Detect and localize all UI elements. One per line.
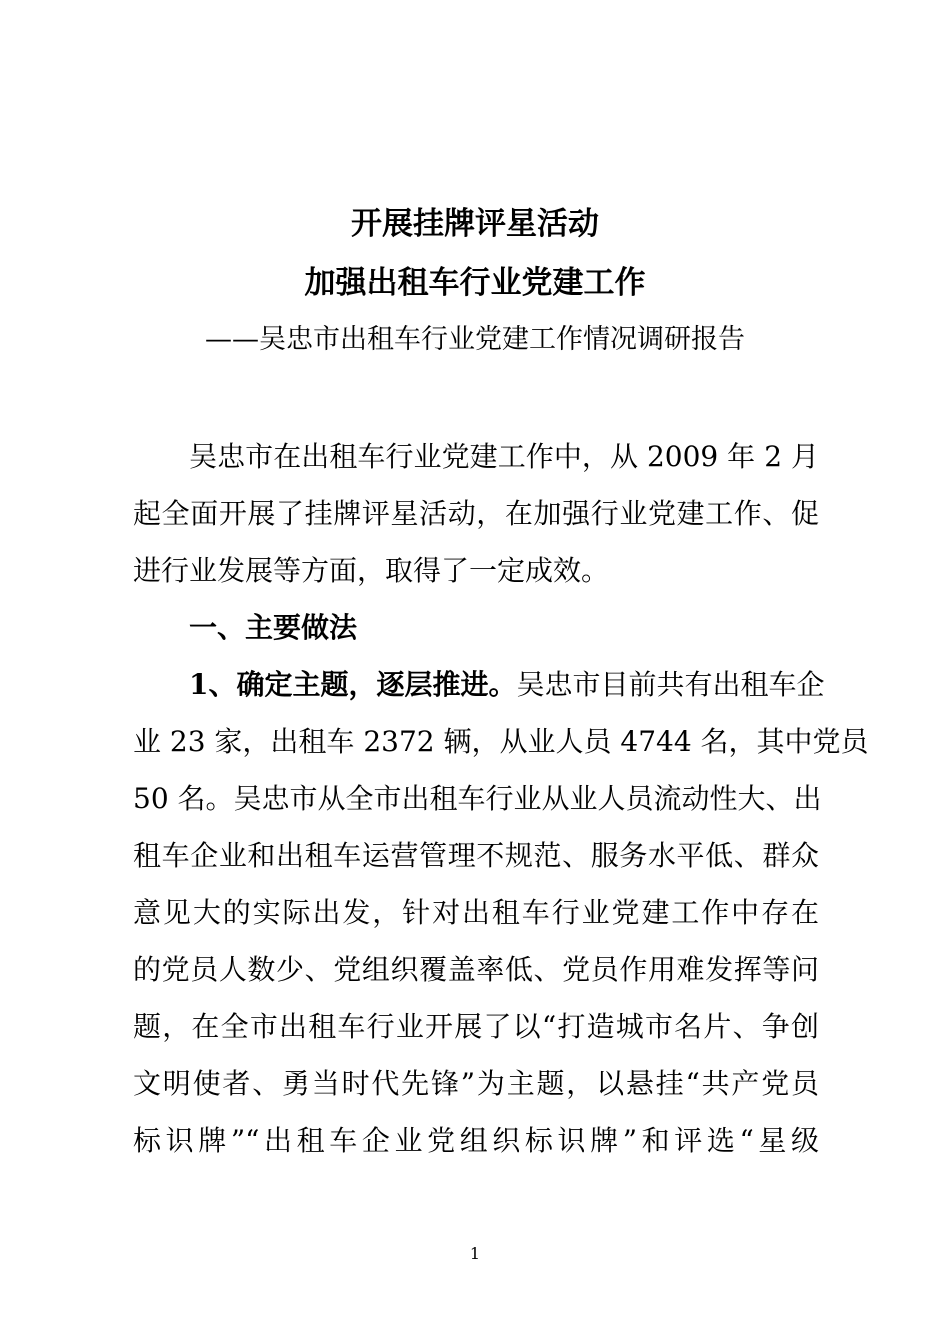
document-title-line-2: 加强出租车行业党建工作 xyxy=(304,265,646,301)
point-1-line-5: 意见大的实际出发，针对出租车行业党建工作中存在 xyxy=(133,896,819,929)
point-1-line-3: 50 名。吴忠市从全市出租车行业从业人员流动性大、出 xyxy=(133,782,822,815)
section-heading: 一、主要做法 xyxy=(189,611,358,644)
point-1-lead: 1、确定主题，逐层推进。 xyxy=(189,668,517,701)
point-1-line-9: 标识牌”“出租车企业党组织标识牌”和评选“星级 xyxy=(133,1124,819,1157)
page-number: 1 xyxy=(469,1244,481,1263)
intro-line-2: 起全面开展了挂牌评星活动，在加强行业党建工作、促 xyxy=(133,497,819,530)
point-1-line-8: 文明使者、勇当时代先锋”为主题，以悬挂“共产党员 xyxy=(133,1067,819,1100)
document-title-line-1: 开展挂牌评星活动 xyxy=(351,206,599,242)
point-1-line-1-rest: 吴忠市目前共有出租车企 xyxy=(516,668,825,701)
point-1-line-1 xyxy=(189,665,825,705)
point-1-line-6: 的党员人数少、党组织覆盖率低、党员作用难发挥等问 xyxy=(133,953,819,986)
intro-line-3: 进行业发展等方面，取得了一定成效。 xyxy=(133,554,610,587)
point-1-line-7: 题，在全市出租车行业开展了以“打造城市名片、争创 xyxy=(133,1010,819,1043)
intro-line-1: 吴忠市在出租车行业党建工作中，从 2009 年 2 月 xyxy=(189,440,819,473)
point-1-line-2: 业 23 家，出租车 2372 辆，从业人员 4744 名，其中党员 xyxy=(133,725,869,758)
point-1-line-4: 租车企业和出租车运营管理不规范、服务水平低、群众 xyxy=(133,839,819,872)
document-subtitle: ——吴忠市出租车行业党建工作情况调研报告 xyxy=(205,324,745,355)
